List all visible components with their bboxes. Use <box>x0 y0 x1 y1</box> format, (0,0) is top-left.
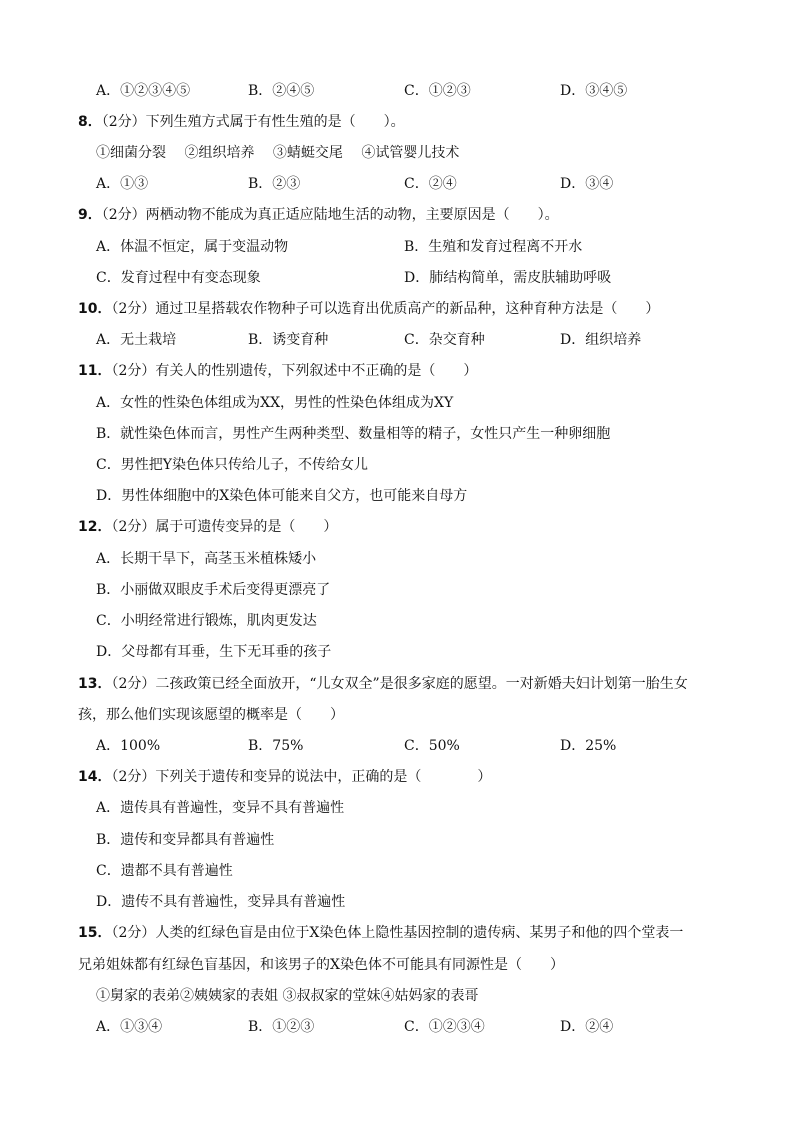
q8-text: （2分）下列生殖方式属于有性生殖的是（ ）。 <box>101 114 405 130</box>
q12-text: （2分）属于可遗传变异的是（ ） <box>111 519 338 535</box>
q8-items-text: ①细菌分裂 ②组织培养 ③蜻蜓交尾 ④试管婴儿技术 <box>96 145 460 161</box>
q8-number: 8． <box>78 114 102 130</box>
q7-option-a[interactable]: A．①②③④⑤ <box>96 83 191 99</box>
q15-number: 15． <box>78 925 112 941</box>
q14-option-row-b <box>0 829 794 851</box>
q15-option-c[interactable]: C．①②③④ <box>404 1019 485 1035</box>
q15-stem-continued <box>0 954 794 976</box>
q11-option-row-a <box>0 392 794 414</box>
q11-text: （2分）有关人的性别遗传，下列叙述中不正确的是（ ） <box>111 363 478 379</box>
q12-option-a[interactable]: A．长期干旱下，高茎玉米植株矮小 <box>96 551 317 567</box>
q14-option-row-d <box>0 891 794 913</box>
q14-stem <box>0 766 794 788</box>
q8-option-b[interactable]: B．②③ <box>248 176 301 192</box>
q14-option-row-a <box>0 797 794 819</box>
q12-option-c[interactable]: C．小明经常进行锻炼，肌肉更发达 <box>96 613 317 629</box>
q7-options <box>0 80 794 102</box>
q14-number: 14． <box>78 769 112 785</box>
q7-option-d[interactable]: D．③④⑤ <box>560 83 628 99</box>
q9-text: （2分）两栖动物不能成为真正适应陆地生活的动物，主要原因是（ ）。 <box>101 207 559 223</box>
q12-option-row-a <box>0 548 794 570</box>
q15-option-b[interactable]: B．①②③ <box>248 1019 315 1035</box>
q12-option-b[interactable]: B．小丽做双眼皮手术后变得更漂亮了 <box>96 582 331 598</box>
q9-number: 9． <box>78 207 102 223</box>
q8-option-a[interactable]: A．①③ <box>96 176 149 192</box>
q10-text: （2分）通过卫星搭载农作物种子可以选育出优质高产的新品种，这种育种方法是（ ） <box>111 301 660 317</box>
q10-stem <box>0 298 794 320</box>
q9-option-c[interactable]: C．发育过程中有变态现象 <box>96 270 261 286</box>
q13-option-b[interactable]: B．75% <box>248 738 304 754</box>
q9-options-row2 <box>0 267 794 289</box>
q11-option-a[interactable]: A．女性的性染色体组成为XX，男性的性染色体组成为XY <box>96 395 454 411</box>
q10-option-d[interactable]: D．组织培养 <box>560 332 642 348</box>
q13-text: （2分）二孩政策已经全面放开，“儿女双全”是很多家庭的愿望。一对新婚夫妇计划第一胎生女 <box>111 676 688 692</box>
q15-option-d[interactable]: D．②④ <box>560 1019 614 1035</box>
q13-text-line2: 孩，那么他们实现该愿望的概率是（ ） <box>78 707 344 723</box>
q11-option-row-b <box>0 423 794 445</box>
q8-stem <box>0 111 794 133</box>
q10-option-a[interactable]: A．无土栽培 <box>96 332 177 348</box>
q8-options <box>0 173 794 195</box>
q7-option-c[interactable]: C．①②③ <box>404 83 471 99</box>
q10-options <box>0 329 794 351</box>
q11-option-d[interactable]: D．男性体细胞中的X染色体可能来自父方，也可能来自母方 <box>96 488 468 504</box>
q9-option-a[interactable]: A．体温不恒定，属于变温动物 <box>96 239 289 255</box>
q13-stem <box>0 673 794 695</box>
q13-option-d[interactable]: D．25% <box>560 738 617 754</box>
q13-option-a[interactable]: A．100% <box>96 738 161 754</box>
q9-option-d[interactable]: D．肺结构简单，需皮肤辅助呼吸 <box>404 270 612 286</box>
q12-option-row-c <box>0 610 794 632</box>
q13-option-c[interactable]: C．50% <box>404 738 460 754</box>
q14-option-c[interactable]: C．遗都不具有普遍性 <box>96 863 233 879</box>
q15-text: （2分）人类的红绿色盲是由位于X染色体上隐性基因控制的遗传病、某男子和他的四个堂表一 <box>111 925 684 941</box>
q7-option-b[interactable]: B．②④⑤ <box>248 83 315 99</box>
q14-option-d[interactable]: D．遗传不具有普遍性，变异具有普遍性 <box>96 894 346 910</box>
q12-option-row-b <box>0 579 794 601</box>
q14-option-b[interactable]: B．遗传和变异都具有普遍性 <box>96 832 275 848</box>
q8-items <box>0 142 794 164</box>
q15-options <box>0 1016 794 1038</box>
q15-text-line2: 兄弟姐妹都有红绿色盲基因，和该男子的X染色体不可能具有同源性是（ ） <box>78 957 564 973</box>
q12-option-row-d <box>0 641 794 663</box>
q10-number: 10． <box>78 301 112 317</box>
q8-option-c[interactable]: C．②④ <box>404 176 457 192</box>
q15-option-a[interactable]: A．①③④ <box>96 1019 163 1035</box>
q12-number: 12． <box>78 519 112 535</box>
q11-option-row-d <box>0 485 794 507</box>
q12-stem <box>0 516 794 538</box>
q9-options-row1 <box>0 236 794 258</box>
q12-option-d[interactable]: D．父母都有耳垂，生下无耳垂的孩子 <box>96 644 332 660</box>
q11-option-b[interactable]: B．就性染色体而言，男性产生两种类型、数量相等的精子，女性只产生一种卵细胞 <box>96 426 611 442</box>
q11-stem <box>0 360 794 382</box>
q8-option-d[interactable]: D．③④ <box>560 176 614 192</box>
q15-stem <box>0 922 794 944</box>
q11-option-c[interactable]: C．男性把Y染色体只传给儿子，不传给女儿 <box>96 457 368 473</box>
q9-stem <box>0 204 794 226</box>
q10-option-b[interactable]: B．诱变育种 <box>248 332 329 348</box>
q14-text: （2分）下列关于遗传和变异的说法中，正确的是（ ） <box>111 769 492 785</box>
q15-items-text: ①舅家的表弟②姨姨家的表姐 ③叔叔家的堂妹④姑妈家的表哥 <box>96 988 479 1004</box>
q11-number: 11． <box>78 363 112 379</box>
q10-option-c[interactable]: C．杂交育种 <box>404 332 485 348</box>
q13-stem-continued <box>0 704 794 726</box>
q15-items <box>0 985 794 1007</box>
q13-options <box>0 735 794 757</box>
q14-option-row-c <box>0 860 794 882</box>
q14-option-a[interactable]: A．遗传具有普遍性，变异不具有普遍性 <box>96 800 345 816</box>
q13-number: 13． <box>78 676 112 692</box>
q11-option-row-c <box>0 454 794 476</box>
q9-option-b[interactable]: B．生殖和发育过程离不开水 <box>404 239 583 255</box>
